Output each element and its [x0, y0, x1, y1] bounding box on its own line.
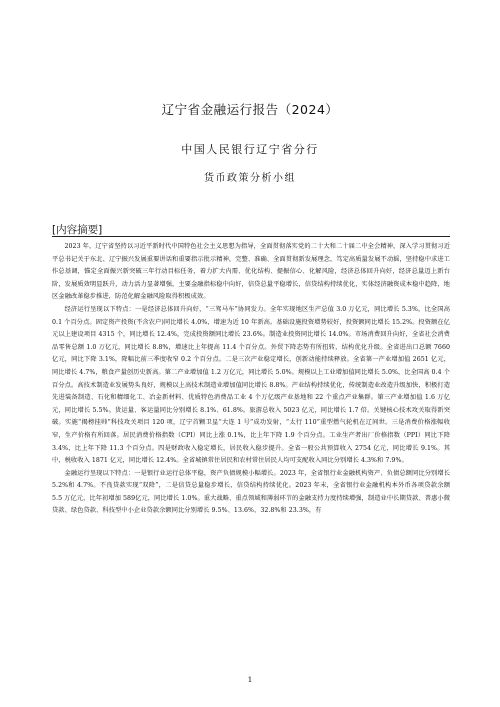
- summary-body: [52, 241, 450, 518]
- economy-paragraph: 经济运行呈现以下特点：一是经济总体回升向好，“三驾马车”协同发力。全年实现地区生产总值 3.0 万亿元，同比增长 5.3%，比全国高 0.1 个百分点。固定资产投资(不含农户)同比增长 4.0%，增速为近 10 年新高。基础设施投资增势较好，投资额同比增长 15.2%。投资额在亿元以上建设项目 4315 个，同比增长 12.4%，完成投资额同比增长 23.6%。制造业投资同比增长 14.0%。市场消费回升向好，全省社会消费品零售总额 1.0 万亿元，同比增长 8.8%，增速比上年提高 11.4 个百分点。外贸下降态势有所扭转，结构优化升级。全省进出口总额 7660 亿元，同比下降 3.1%，降幅比前三季度收窄 0.2 个百分点。二是三次产业稳定增长，创新动能持续释放。全省第一产业增加值 2651 亿元，同比增长 4.7%，粮食产量创历史新高。第二产业增加值 1.2 万亿元，同比增长 5.0%。规模以上工业增加值同比增长 5.0%，比全国高 0.4 个百分点。高技术制造业发展势头良好，规模以上高技术制造业增加值同比增长 8.8%。产业结构持续优化，传统制造业改造升级加快，积极打造先进装备制造、石化和精细化工、冶金新材料、优质特色消费品工业 4 个万亿级产业基地和 22 个重点产业集群。第三产业增加值 1.6 万亿元，同比增长 5.5%。货运量、客运量同比分别增长 8.1%、61.8%。旅游总收入 5023 亿元，同比增长 1.7 倍。关键核心技术攻关取得新突破。实施“揭榜挂帅”科技攻关项目 120 项，辽宁首颗卫星“大连 1 号”成功发射，“太行 110”重型燃气轮机在辽间世。三是消费价格涨幅收窄，生产价格有所回落。居民消费价格指数（CPI）同比上涨 0.1%，比上年下降 1.9 个百分点。工业生产者出厂价格指数（PPI）同比下降 3.4%，比上年下降 11.3 个百分点。四是财政收入稳定增长，居民收入稳步提升。全省一般公共预算收入 2754 亿元，同比增长 9.1%。其中，税收收入 1871 亿元，同比增长 12.4%。全省城镇常住居民和农村常住居民人均可支配收入同比分别增长 4.3%和 7.9%。: [52, 305, 450, 465]
- report-title: 辽宁省金融运行报告（2024）: [161, 102, 339, 117]
- author-group: 货币政策分析小组: [204, 173, 296, 184]
- page-number: 1: [247, 675, 253, 684]
- author-organization: 中国人民银行辽宁省分行: [181, 143, 319, 156]
- finance-paragraph: 金融运行呈现以下特点：一是银行业运行总体平稳，资产负债规模小幅增长。2023 年，全省银行业金融机构资产、负债总额同比分别增长 5.2%和 4.7%。不良贷款实现“双降”，二是信贷总量稳步增长，信贷结构持续优化。2023 年末，全省银行业金融机构本外币各项贷款余额 5.5 万亿元，比年初增加 589亿元，同比增长 1.0%。重大战略、重点领域和薄弱环节的金融支持力度持续增强，制造业中长期贷款、普惠小微贷款、绿色贷款、科技型中小企业贷款余额同比分别增长 9.5%、13.6%、32.8%和 23.3%，有: [52, 469, 450, 515]
- section-heading: [内容摘要]: [52, 224, 103, 236]
- section-divider: [52, 236, 450, 237]
- summary-paragraph: 2023 年，辽宁省坚持以习近平新时代中国特色社会主义思想为指导，全面贯彻落实党的二十大和二十届二中全会精神，深入学习贯彻习近平总书记关于东北、辽宁振兴发展重要讲话和重要指示批示精神，完整、准确、全面贯彻新发展理念，笃定高质量发展不动摇，坚持稳中求进工作总基调，锚定全面振兴新突破三年行动目标任务，着力扩大内需、优化结构、提振信心、化解风险，经济总体回升向好，经济总量迈上新台阶，发展质效明显跃升，动力活力显著增强，主要金融指标稳中向好，信贷总量平稳增长，信贷结构持续优化，实体经济融资成本稳中趋降，地区金融改革稳步推进，防范化解金融风险取得积极成效。: [52, 243, 450, 301]
